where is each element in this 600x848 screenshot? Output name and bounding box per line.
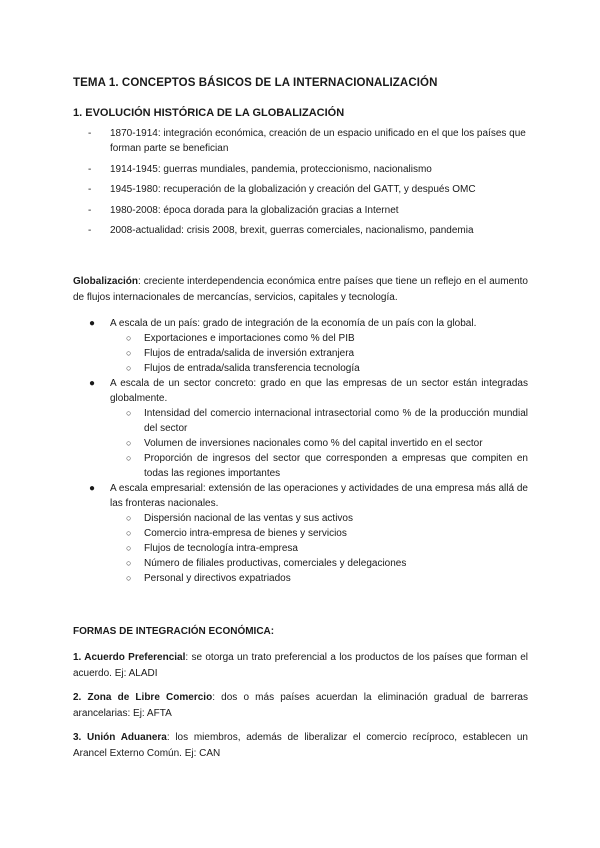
list-item — [88, 203, 528, 218]
dash-marker: - — [88, 225, 92, 236]
sub-item-text: Intensidad del comercio internacional intrasectorial como % de la producción mundial del sector — [144, 408, 528, 434]
circle-marker: ○ — [126, 543, 132, 553]
form-text: : los miembros, además de liberalizar el comercio recíproco, establecen un Arancel Externo Común. Ej: CAN — [73, 732, 528, 759]
sub-list-item — [88, 556, 528, 571]
sub-list-item — [88, 511, 528, 526]
dash-marker: - — [88, 128, 92, 139]
list-item — [88, 223, 528, 238]
list-item — [88, 126, 528, 156]
form-item-union-aduanera — [73, 730, 528, 762]
list-item-text: 1914-1945: guerras mundiales, pandemia, proteccionismo, nacionalismo — [110, 163, 432, 175]
form-label: 1. Acuerdo Preferencial — [73, 652, 186, 663]
sub-list-item — [88, 331, 528, 346]
sub-item-text: Número de filiales productivas, comerciales y delegaciones — [144, 558, 407, 569]
circle-marker: ○ — [126, 348, 132, 358]
circle-marker: ○ — [126, 363, 132, 373]
dash-marker: - — [88, 204, 92, 216]
sub-list-item — [88, 361, 528, 376]
circle-marker: ○ — [126, 558, 132, 568]
sub-list-item — [88, 571, 528, 586]
sub-item-text: Comercio intra-empresa de bienes y servicios — [144, 528, 347, 539]
sub-list-item — [88, 436, 528, 451]
bullet-marker: ● — [89, 483, 96, 494]
sub-list — [88, 406, 528, 481]
list-item-text: 2008-actualidad: crisis 2008, brexit, guerras comerciales, nacionalismo, pandemia — [110, 225, 474, 236]
list-item-scale-pais — [88, 316, 528, 331]
sub-list — [88, 511, 528, 586]
form-label: 2. Zona de Libre Comercio — [73, 692, 213, 703]
scales-list — [88, 316, 528, 586]
sub-list-item — [88, 406, 528, 436]
form-item-zona-libre-comercio — [73, 690, 528, 722]
list-item-text: A escala de un sector concreto: grado en que las empresas de un sector están integradas globalmente. — [110, 378, 528, 404]
sub-item-text: Volumen de inversiones nacionales como % del capital invertido en el sector — [144, 438, 483, 449]
list-item-text: 1980-2008: época dorada para la globalización gracias a Internet — [110, 204, 399, 216]
document-title: TEMA 1. CONCEPTOS BÁSICOS DE LA INTERNACIONALIZACIÓN — [73, 77, 438, 89]
section-heading-formas: FORMAS DE INTEGRACIÓN ECONÓMICA: — [73, 626, 275, 637]
form-text: : dos o más países acuerdan la eliminación gradual de barreras arancelarias: Ej: AFTA — [73, 692, 528, 719]
list-item-scale-sector — [88, 376, 528, 406]
sub-list-item — [88, 526, 528, 541]
sub-list — [88, 331, 528, 376]
form-label: 3. Unión Aduanera — [73, 732, 167, 743]
sub-item-text: Personal y directivos expatriados — [144, 573, 291, 584]
circle-marker: ○ — [126, 408, 132, 418]
sub-item-text: Flujos de entrada/salida de inversión extranjera — [144, 348, 355, 359]
circle-marker: ○ — [126, 528, 132, 538]
bullet-marker: ● — [89, 378, 96, 389]
sub-list-item — [88, 451, 528, 481]
definition-text: : creciente interdependencia económica entre países que tiene un reflejo en el aumento de flujos internacionales de mercancías, servicios, capitales y tecnología. — [73, 276, 528, 303]
list-item-text: 1870-1914: integración económica, creación de un espacio unificado en el que los países que forman parte se benefician — [110, 128, 526, 154]
sub-list-item — [88, 541, 528, 556]
list-item-scale-empresa — [88, 481, 528, 511]
form-item-acuerdo-preferencial — [73, 650, 528, 682]
bullet-marker: ● — [89, 318, 96, 329]
dash-marker: - — [88, 163, 92, 175]
circle-marker: ○ — [126, 453, 132, 463]
sub-list-item — [88, 346, 528, 361]
circle-marker: ○ — [126, 438, 132, 448]
globalizacion-definition — [73, 274, 528, 306]
circle-marker: ○ — [126, 573, 132, 583]
list-item — [88, 162, 528, 177]
term-globalizacion: Globalización — [73, 276, 139, 287]
list-item-text: A escala empresarial: extensión de las operaciones y actividades de una empresa más allá de las fronteras nacionales. — [110, 483, 528, 509]
list-item — [88, 182, 528, 197]
sub-item-text: Exportaciones e importaciones como % del PIB — [144, 333, 355, 344]
history-list — [88, 126, 528, 244]
forms-list — [73, 650, 528, 770]
sub-item-text: Flujos de tecnología intra-empresa — [144, 543, 298, 554]
form-text: : se otorga un trato preferencial a los productos de los países que forman el acuerdo. Ej: ALADI — [73, 652, 528, 679]
dash-marker: - — [88, 184, 92, 195]
sub-item-text: Dispersión nacional de las ventas y sus activos — [144, 513, 353, 524]
section-heading-evolucion: 1. EVOLUCIÓN HISTÓRICA DE LA GLOBALIZACIÓN — [73, 107, 345, 119]
sub-item-text: Flujos de entrada/salida transferencia tecnología — [144, 363, 360, 374]
sub-item-text: Proporción de ingresos del sector que corresponden a empresas que compiten en todas las regiones importantes — [144, 453, 528, 479]
list-item-text: 1945-1980: recuperación de la globalización y creación del GATT, y después OMC — [110, 184, 476, 195]
circle-marker: ○ — [126, 513, 132, 523]
list-item-text: A escala de un país: grado de integración de la economía de un país con la global. — [110, 318, 477, 329]
circle-marker: ○ — [126, 333, 132, 343]
